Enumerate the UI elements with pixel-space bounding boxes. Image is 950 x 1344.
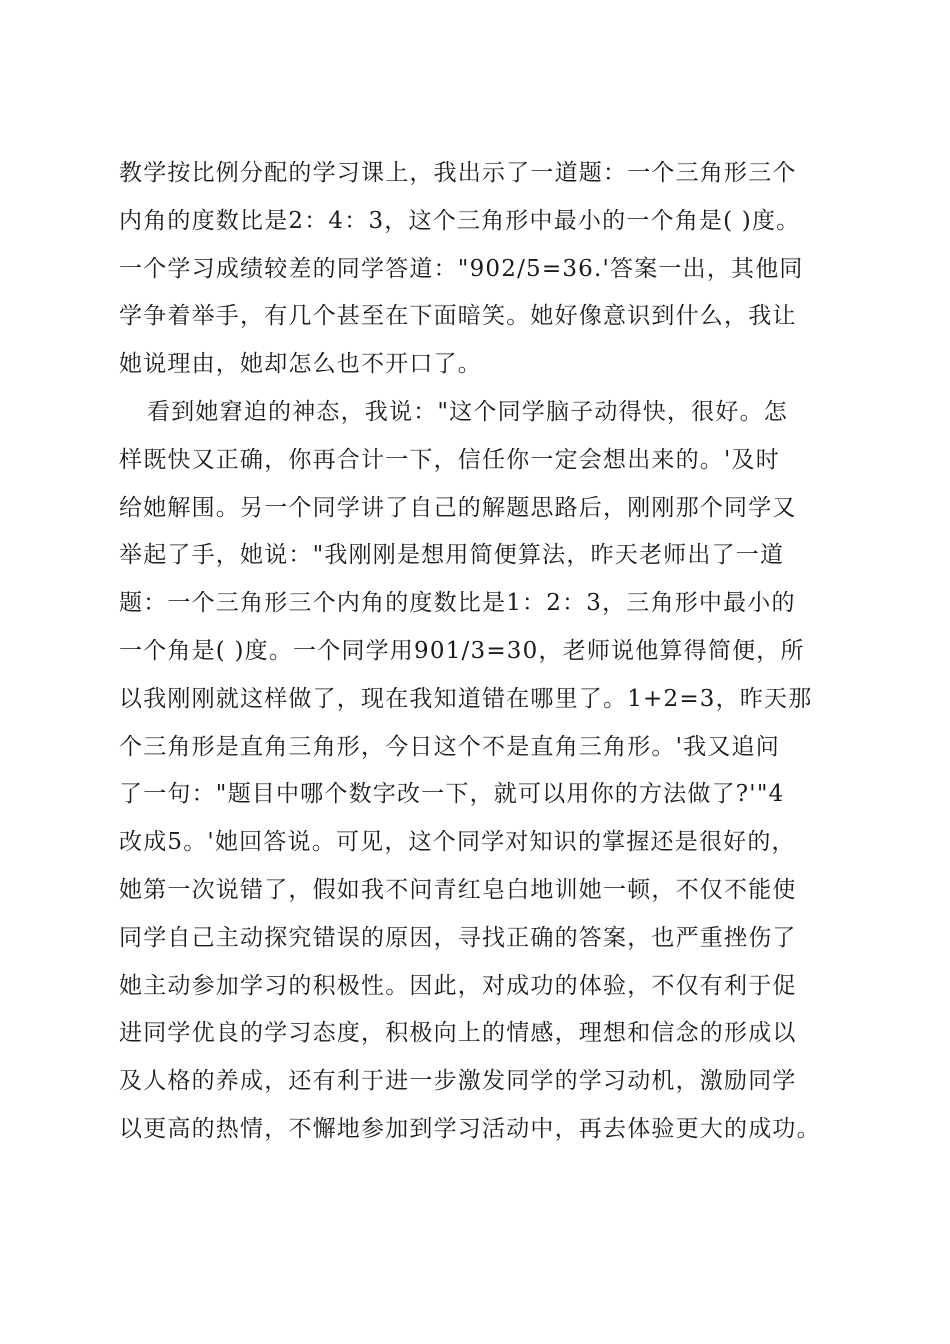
text-line: 进同学优良的学习态度，积极向上的情感，理想和信念的形成以: [119, 1020, 797, 1047]
text-line: 样既快又正确，你再合计一下，信任你一定会想出来的。'及时: [119, 446, 780, 473]
text-line: 改成5。'她回答说。可见，这个同学对知识的掌握还是很好的，: [119, 829, 796, 856]
text-line: 及人格的养成，还有利于进一步激发同学的学习动机，激励同学: [119, 1068, 797, 1095]
text-line: 教学按比例分配的学习课上，我出示了一道题：一个三角形三个: [119, 160, 797, 186]
text-line: 给她解围。另一个同学讲了自己的解题思路后，刚刚那个同学又: [119, 494, 797, 521]
body-text: [119, 150, 839, 1154]
text-line: 她第一次说错了，假如我不问青红皂白地训她一顿，不仅不能使: [119, 876, 797, 903]
text-line: 以更高的热情，不懈地参加到学习活动中，再去体验更大的成功。: [119, 1115, 821, 1142]
text-line: 她说理由，她却怎么也不开口了。: [119, 351, 482, 378]
text-line: 题：一个三角形三个内角的度数比是1：2：3，三角形中最小的: [119, 590, 796, 617]
text-line: 一个学习成绩较差的同学答道："902/5=36.'答案一出，其他同: [119, 255, 804, 282]
text-line: 同学自己主动探究错误的原因，寻找正确的答案，也严重挫伤了: [119, 924, 797, 951]
text-line: 了一句："题目中哪个数字改一下，就可以用你的方法做了?'"4: [119, 781, 785, 808]
text-line: 以我刚刚就这样做了，现在我知道错在哪里了。1+2=3，昨天那: [119, 685, 813, 712]
text-line: 一个角是( )度。一个同学用901/3=30，老师说他算得简便，所: [119, 637, 805, 664]
text-line: 学争着举手，有几个甚至在下面暗笑。她好像意识到什么，我让: [119, 303, 797, 330]
text-line: 她主动参加学习的积极性。因此，对成功的体验，不仅有利于促: [119, 972, 797, 999]
text-line: 内角的度数比是2：4：3，这个三角形中最小的一个角是( )度。: [119, 207, 801, 234]
text-line: 个三角形是直角三角形，今日这个不是直角三角形。'我又追问: [119, 733, 780, 760]
paragraph-start-line: 看到她窘迫的神态，我说："这个同学脑子动得快，很好。怎: [147, 398, 788, 425]
text-line: 举起了手，她说："我刚刚是想用简便算法，昨天老师出了一道: [119, 542, 785, 569]
